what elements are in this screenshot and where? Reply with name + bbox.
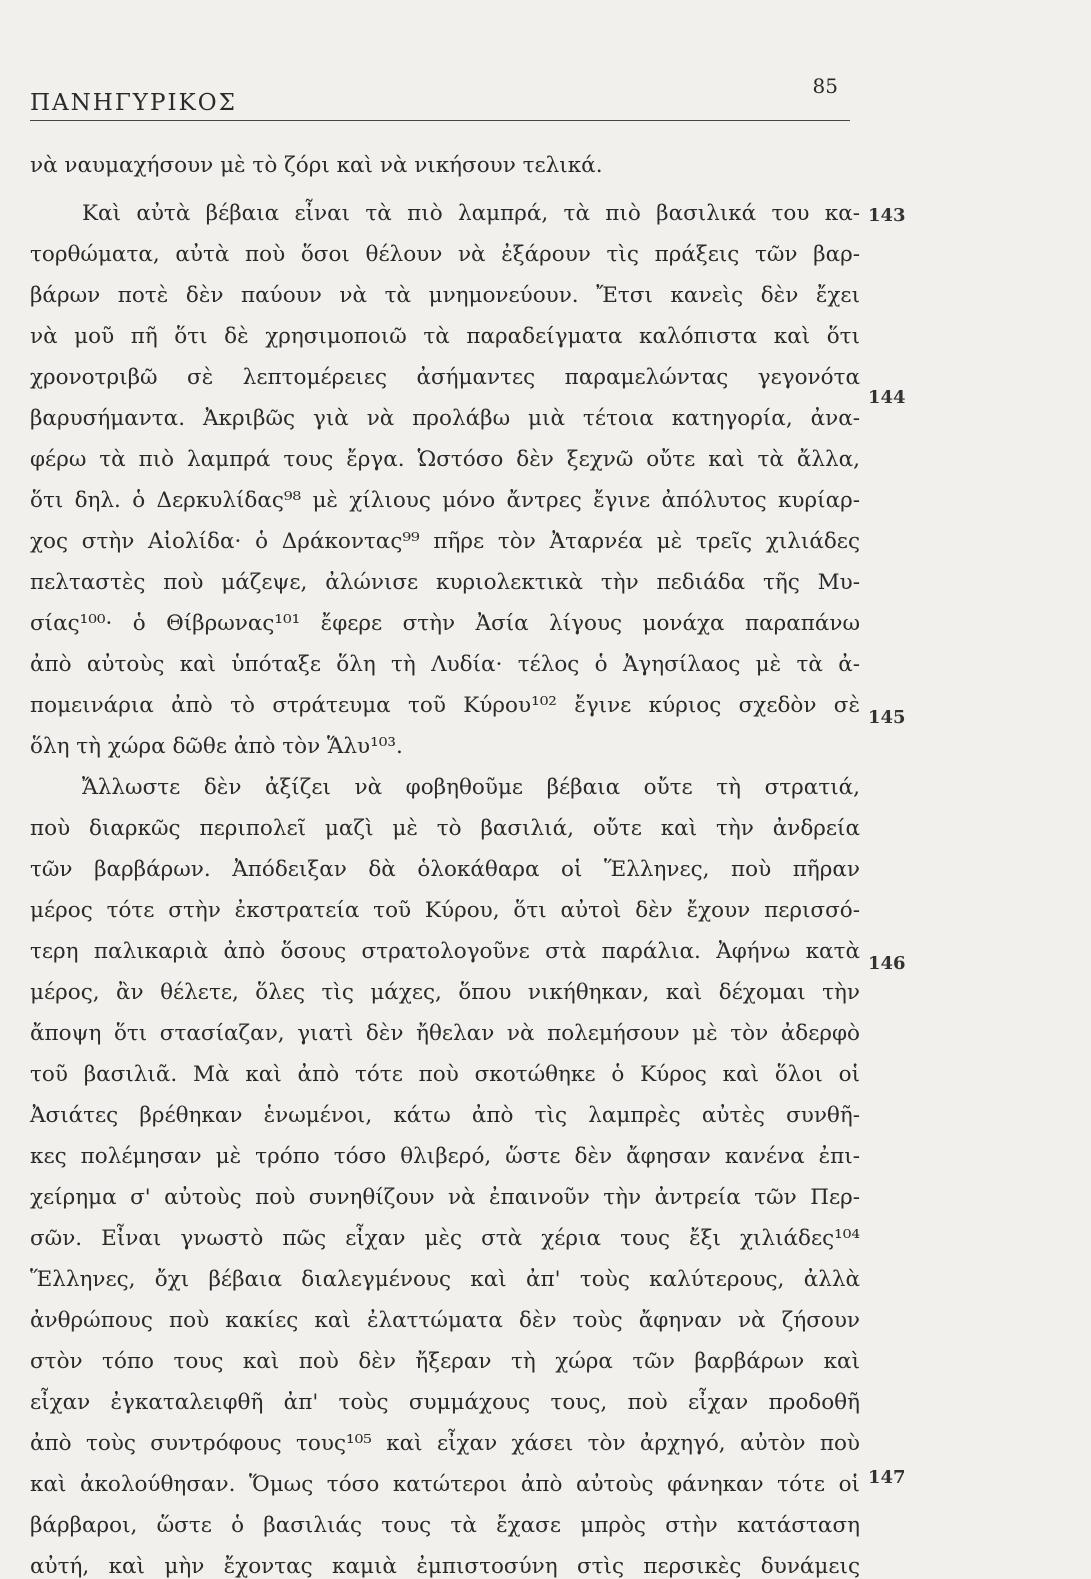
text-line: τερη παλικαριὰ ἀπὸ ὅσους στρατολογοῦνε στὰ παράλια. Ἀφήνω κατὰ [30,939,860,964]
text-line: ἄποψη ὅτι στασίαζαν, γιατὶ δὲν ἤθελαν νὰ πολεμήσουν μὲ τὸν ἀδερφὸ [30,1021,860,1046]
text-line: Ἄλλωστε δὲν ἀξίζει νὰ φοβηθοῦμε βέβαια οὔτε τὴ στρατιά, [82,775,860,800]
text-line: κες πολέμησαν μὲ τρόπο τόσο θλιβερό, ὥστε δὲν ἄφησαν κανένα ἐπι- [30,1144,860,1169]
text-line: ἀπὸ τοὺς συντρόφους τους¹⁰⁵ καὶ εἶχαν χάσει τὸν ἀρχηγό, αὐτὸν ποὺ [30,1431,860,1456]
section-number: 147 [868,1467,906,1488]
text-line: βάρβαροι, ὥστε ὁ βασιλιάς τους τὰ ἔχασε μπρὸς στὴν κατάσταση [30,1513,860,1538]
text-line: βαρυσήμαντα. Ἀκριβῶς γιὰ νὰ προλάβω μιὰ τέτοια κατηγορία, ἀνα- [30,406,860,431]
text-line: νὰ ναυμαχήσουν μὲ τὸ ζόρι καὶ νὰ νικήσουν τελικά. [30,153,603,178]
text-line: καὶ ἀκολούθησαν. Ὅμως τόσο κατώτεροι ἀπὸ αὐτοὺς φάνηκαν τότε οἱ [30,1472,860,1497]
section-number: 143 [868,205,906,226]
text-line: τῶν βαρβάρων. Ἀπόδειξαν δὰ ὁλοκάθαρα οἱ Ἕλληνες, ποὺ πῆραν [30,857,860,882]
section-number: 144 [868,387,906,408]
text-line: χρονοτριβῶ σὲ λεπτομέρειες ἀσήμαντες παραμελώντας γεγονότα [30,365,860,390]
text-line: χος στὴν Αἰολίδα· ὁ Δράκοντας⁹⁹ πῆρε τὸν Ἀταρνέα μὲ τρεῖς χιλιάδες [30,529,860,554]
text-line: εἶχαν ἐγκαταλειφθῆ ἀπ' τοὺς συμμάχους τους, ποὺ εἶχαν προδοθῆ [30,1390,860,1415]
text-line: μέρος, ἂν θέλετε, ὅλες τὶς μάχες, ὅπου νικήθηκαν, καὶ δέχομαι τὴν [30,980,860,1005]
section-number: 145 [868,707,906,728]
text-line: μέρος τότε στὴν ἐκστρατεία τοῦ Κύρου, ὅτι αὐτοὶ δὲν ἔχουν περισσό- [30,898,860,923]
section-number: 146 [868,953,906,974]
text-line: τοῦ βασιλιᾶ. Μὰ καὶ ἀπὸ τότε ποὺ σκοτώθηκε ὁ Κύρος καὶ ὅλοι οἱ [30,1062,860,1087]
text-line: Καὶ αὐτὰ βέβαια εἶναι τὰ πιὸ λαμπρά, τὰ πιὸ βασιλικά του κα- [82,201,860,226]
text-line: στὸν τόπο τους καὶ ποὺ δὲν ἤξεραν τὴ χώρα τῶν βαρβάρων καὶ [30,1349,860,1374]
text-line: Ἕλληνες, ὄχι βέβαια διαλεγμένους καὶ ἀπ' τοὺς καλύτερους, ἀλλὰ [30,1267,860,1292]
text-line: τορθώματα, αὐτὰ ποὺ ὅσοι θέλουν νὰ ἐξάρουν τὶς πράξεις τῶν βαρ- [30,242,860,267]
text-line: αὐτή, καὶ μὴν ἔχοντας καμιὰ ἐμπιστοσύνη στὶς περσικὲς δυνάμεις [30,1554,860,1579]
text-line: βάρων ποτὲ δὲν παύουν νὰ τὰ μνημονεύουν. Ἔτσι κανεὶς δὲν ἔχει [30,283,860,308]
page-header [30,72,850,121]
text-line: Ἀσιάτες βρέθηκαν ἑνωμένοι, κάτω ἀπὸ τὶς λαμπρὲς αὐτὲς συνθῆ- [30,1103,860,1128]
text-line: σῶν. Εἶναι γνωστὸ πῶς εἶχαν μὲς στὰ χέρια τους ἔξι χιλιάδες¹⁰⁴ [30,1226,860,1251]
running-title: ΠΑΝΗΓΥΡΙΚΟΣ [30,90,237,116]
text-line: σίας¹⁰⁰· ὁ Θίβρωνας¹⁰¹ ἔφερε στὴν Ἀσία λίγους μονάχα παραπάνω [30,611,860,636]
text-line: ὅτι δηλ. ὁ Δερκυλίδας⁹⁸ μὲ χίλιους μόνο ἄντρες ἔγινε ἀπόλυτος κυρίαρ- [30,488,860,513]
page-number: 85 [812,74,838,98]
text-line: χείρημα σ' αὐτοὺς ποὺ συνηθίζουν νὰ ἐπαινοῦν τὴν ἀντρεία τῶν Περ- [30,1185,860,1210]
text-line: πομεινάρια ἀπὸ τὸ στράτευμα τοῦ Κύρου¹⁰² ἔγινε κύριος σχεδὸν σὲ [30,693,860,718]
text-line: ὅλη τὴ χώρα δῶθε ἀπὸ τὸν Ἅλυ¹⁰³. [30,734,403,759]
text-line: ἀπὸ αὐτοὺς καὶ ὑπόταξε ὅλη τὴ Λυδία· τέλος ὁ Ἀγησίλαος μὲ τὰ ἀ- [30,652,860,677]
text-line: ἀνθρώπους ποὺ κακίες καὶ ἐλαττώματα δὲν τοὺς ἄφηναν νὰ ζήσουν [30,1308,860,1333]
text-line: νὰ μοῦ πῆ ὅτι δὲ χρησιμοποιῶ τὰ παραδείγματα καλόπιστα καὶ ὅτι [30,324,860,349]
text-line: ποὺ διαρκῶς περιπολεῖ μαζὶ μὲ τὸ βασιλιά, οὔτε καὶ τὴν ἀνδρεία [30,816,860,841]
text-line: πελταστὲς ποὺ μάζεψε, ἀλώνισε κυριολεκτικὰ τὴν πεδιάδα τῆς Μυ- [30,570,860,595]
text-line: φέρω τὰ πιὸ λαμπρά τους ἔργα. Ὡστόσο δὲν ξεχνῶ οὔτε καὶ τὰ ἄλλα, [30,447,860,472]
